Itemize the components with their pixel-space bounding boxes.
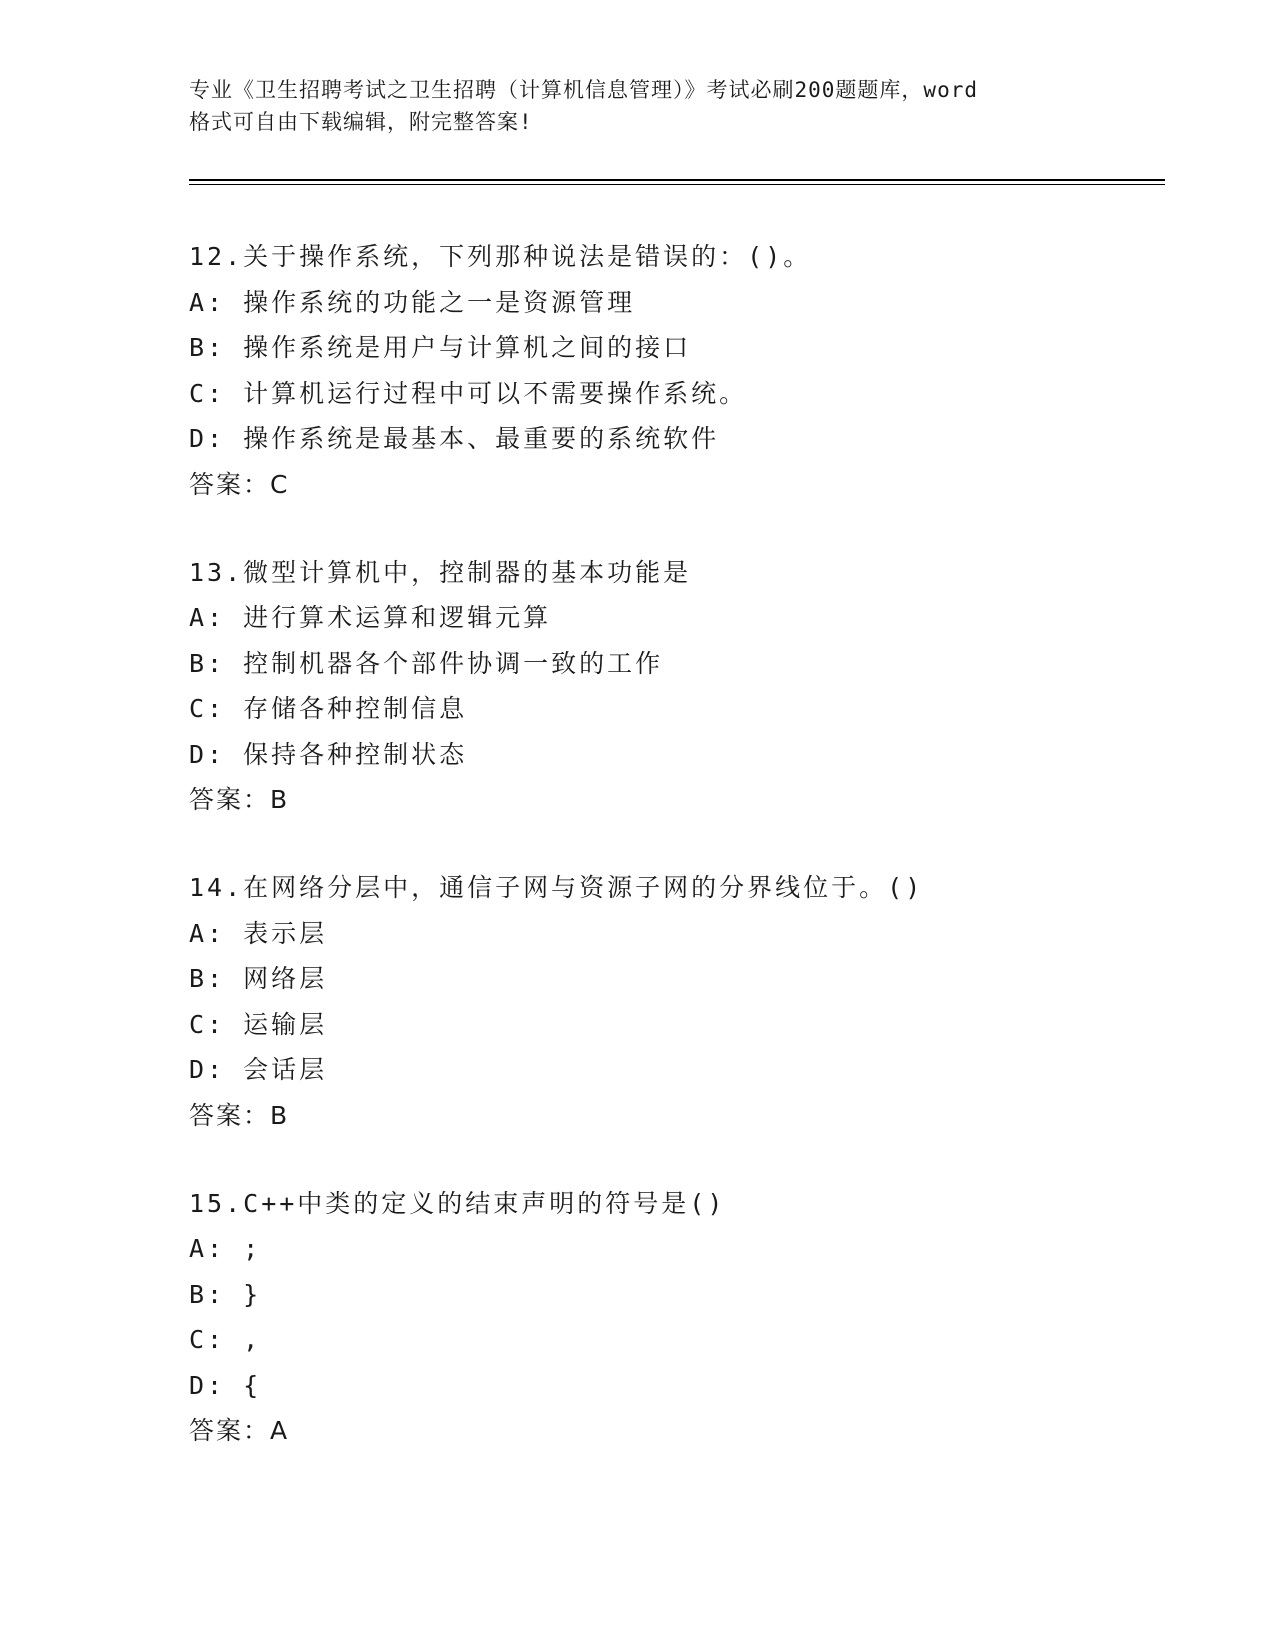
- option-b: B: 操作系统是用户与计算机之间的接口: [189, 333, 692, 362]
- question-14: [189, 865, 1149, 1139]
- option-c: C: 运输层: [189, 1009, 328, 1039]
- question-12: [189, 234, 1149, 508]
- answer-line: 答案：A: [189, 1416, 290, 1445]
- question-13: [189, 550, 1149, 824]
- option-b: B: 网络层: [189, 964, 328, 993]
- option-c: C: ,: [189, 1325, 262, 1354]
- option-d: D: {: [189, 1370, 262, 1400]
- header-line-1: 专业《卫生招聘考试之卫生招聘（计算机信息管理）》考试必刷200题题库，word: [189, 78, 978, 102]
- question-stem: 15.C++中类的定义的结束声明的符号是(): [189, 1188, 726, 1218]
- question-stem: 12.关于操作系统，下列那种说法是错误的：()。: [189, 242, 812, 271]
- header-divider-thick: [189, 179, 1165, 181]
- question-stem: 14.在网络分层中，通信子网与资源子网的分界线位于。(): [189, 873, 924, 902]
- option-b: B: }: [189, 1279, 262, 1309]
- answer-line: 答案：B: [189, 785, 290, 814]
- answer-line: 答案：C: [189, 469, 290, 499]
- option-a: A: ;: [189, 1234, 262, 1263]
- option-c: C: 存储各种控制信息: [189, 694, 468, 723]
- question-stem: 13.微型计算机中，控制器的基本功能是: [189, 557, 692, 587]
- option-a: A: 进行算术运算和逻辑元算: [189, 603, 552, 632]
- option-a: A: 表示层: [189, 918, 328, 948]
- question-15: [189, 1181, 1149, 1455]
- option-b: B: 控制机器各个部件协调一致的工作: [189, 648, 664, 678]
- option-d: D: 保持各种控制状态: [189, 739, 468, 769]
- answer-line: 答案：B: [189, 1100, 290, 1130]
- header-line-2: 格式可自由下载编辑，附完整答案!: [189, 110, 533, 134]
- option-a: A: 操作系统的功能之一是资源管理: [189, 287, 636, 317]
- document-header: [189, 74, 1109, 138]
- option-d: D: 操作系统是最基本、最重要的系统软件: [189, 424, 720, 453]
- option-d: D: 会话层: [189, 1055, 328, 1084]
- question-list: [189, 234, 1149, 1496]
- header-divider-thin: [189, 184, 1165, 185]
- option-c: C: 计算机运行过程中可以不需要操作系统。: [189, 378, 748, 408]
